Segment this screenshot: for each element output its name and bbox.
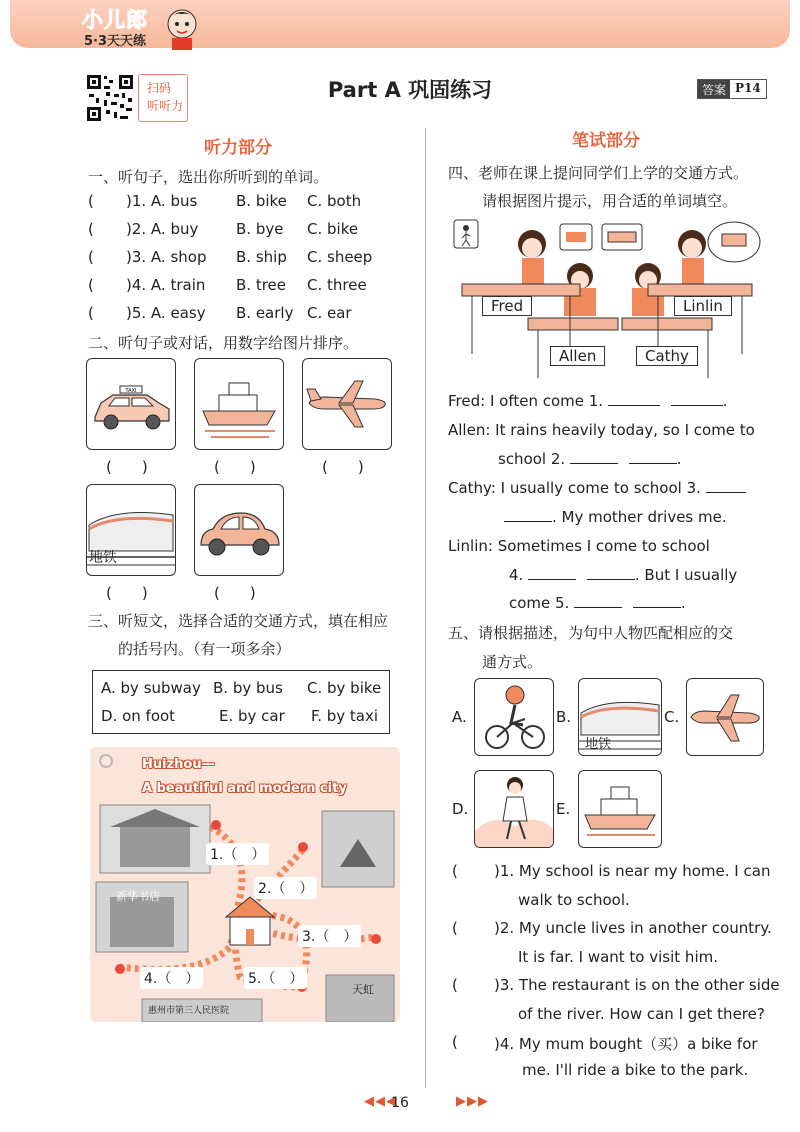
option-d: D. on foot [101, 707, 176, 725]
plane-icon [303, 359, 391, 449]
huizhou-map [90, 747, 400, 1022]
q4-title-line1: 四、老师在课上提问同学们上学的交通方式。 [448, 164, 749, 182]
bike-rider-icon [475, 679, 553, 755]
cathy-sentence: Cathy: I usually come to school 3. [448, 479, 701, 497]
ship-picture [194, 358, 284, 450]
q5-item-2-line1: )2. My uncle lives in another country. [494, 919, 772, 937]
q4-blank-1a[interactable] [608, 392, 660, 406]
q5-item-1-line2: walk to school. [518, 891, 630, 909]
answer-page: P14 [735, 81, 761, 95]
option-a: A. by subway [101, 679, 201, 697]
qr-code-icon[interactable] [86, 74, 134, 122]
q4-blank-5b[interactable] [633, 594, 681, 608]
q5-item-1-line1: )1. My school is near my home. I can [494, 862, 771, 880]
map-blank-4[interactable]: 4.（ ） [140, 967, 203, 989]
subway-label: 地铁 [89, 550, 117, 566]
taxi-icon [87, 359, 175, 449]
q1-item-5-a: )5. A. easy [126, 304, 206, 322]
q1-item-3-a: )3. A. shop [126, 248, 207, 266]
q1-item-4-c: C. three [307, 276, 367, 294]
q1-item-1-a: )1. A. bus [126, 192, 198, 210]
q1-item-2-b: B. bye [236, 220, 284, 238]
answer-paren[interactable]: ( ) [106, 584, 148, 602]
bike-rider-picture [474, 678, 554, 756]
page-title: Part A 巩固练习 [327, 78, 493, 102]
map-title-line1: Huizhou— [142, 757, 215, 772]
q4-allen-line2: school 2. . [498, 450, 682, 468]
linlin-sentence-mid: . But I usually [634, 566, 738, 584]
name-tag-linlin: Linlin [674, 296, 732, 316]
q4-blank-4b[interactable] [587, 566, 635, 580]
map-blank-3[interactable]: 3.（ ） [298, 925, 361, 947]
map-blank-1[interactable]: 1.（ ） [206, 843, 269, 865]
map-blank-5[interactable]: 5.（ ） [244, 967, 307, 989]
q4-fred-line: Fred: I often come 1. . [448, 392, 728, 410]
option-b: B. by bus [213, 679, 283, 697]
q5-title-line2: 通方式。 [482, 653, 543, 671]
q1-item-3-b: B. ship [236, 248, 287, 266]
q4-blank-2a[interactable] [570, 450, 618, 464]
q4-blank-3a[interactable] [706, 479, 746, 493]
q3-options-box [92, 670, 390, 734]
hospital-sign: 惠州市第三人民医院 [148, 1006, 230, 1016]
ship-picture-2 [578, 770, 662, 848]
map-blank-2[interactable]: 2.（ ） [254, 877, 317, 899]
next-page-arrows-icon[interactable]: ▶▶▶ [456, 1094, 489, 1109]
q4-cathy-line1 [448, 479, 746, 497]
pic-letter-c: C. [664, 708, 680, 726]
q1-item-4-b: B. tree [236, 276, 287, 294]
q1-item-4-a: )4. A. train [126, 276, 206, 294]
q1-paren[interactable]: ( [88, 220, 94, 238]
logo-title: 小儿郎 [82, 8, 148, 32]
q4-blank-1b[interactable] [671, 392, 723, 406]
q1-paren[interactable]: ( [88, 248, 94, 266]
map-title-line2: A beautiful and modern city [142, 781, 347, 796]
pic-letter-e: E. [556, 800, 571, 818]
scan-label: 扫码 [147, 81, 172, 95]
q1-title: 一、听句子，选出你所听到的单词。 [88, 168, 329, 186]
q1-item-3-c: C. sheep [307, 248, 373, 266]
q1-item-2-c: C. bike [307, 220, 359, 238]
scan-to-listen-badge [138, 74, 188, 122]
listen-label: 听听力 [147, 99, 184, 113]
q4-title-line2: 请根据图片提示，用合适的单词填空。 [482, 192, 738, 210]
q4-blank-5a[interactable] [574, 594, 622, 608]
page-number: 16 [391, 1095, 409, 1111]
classroom-picture [452, 214, 762, 378]
q1-paren[interactable]: ( [88, 192, 94, 210]
q1-item-5-c: C. ear [307, 304, 352, 322]
walking-girl-picture [474, 770, 554, 848]
q5-paren[interactable]: ( [452, 1033, 458, 1051]
q5-title-line1: 五、请根据描述，为句中人物匹配相应的交 [448, 624, 734, 642]
q4-blank-2b[interactable] [629, 450, 677, 464]
walking-girl-icon [475, 771, 553, 847]
q4-linlin-line1: Linlin: Sometimes I come to school [448, 537, 710, 555]
fred-sentence: Fred: I often come 1. [448, 392, 604, 410]
q4-cathy-line2 [504, 508, 727, 526]
q1-item-2-a: )2. A. buy [126, 220, 199, 238]
answer-paren[interactable]: ( ) [214, 584, 256, 602]
plane-icon [687, 679, 763, 755]
q4-blank-4a[interactable] [528, 566, 576, 580]
q5-paren[interactable]: ( [452, 862, 458, 880]
plane-picture-2 [686, 678, 764, 756]
listening-section-title: 听力部分 [204, 138, 272, 158]
option-f: F. by taxi [311, 707, 379, 725]
q1-paren[interactable]: ( [88, 304, 94, 322]
q4-allen-line1: Allen: It rains heavily today, so I come to [448, 421, 755, 439]
bookstore-sign: 新华书店 [116, 890, 160, 903]
plane-picture [302, 358, 392, 450]
subway-label-2: 地铁 [585, 737, 612, 752]
answer-label: 答案 [698, 80, 730, 98]
q4-linlin-line3: come 5. . [509, 594, 686, 612]
pic-letter-d: D. [452, 800, 469, 818]
q1-item-1-c: C. both [307, 192, 362, 210]
q5-item-3-line1: )3. The restaurant is on the other side [494, 976, 780, 994]
linlin-num-4: 4. [509, 566, 524, 584]
header-band [0, 0, 800, 52]
q5-paren[interactable]: ( [452, 976, 458, 994]
allen-sentence-end: school 2. [498, 450, 566, 468]
column-divider [425, 128, 426, 1088]
answer-paren[interactable]: ( ) [322, 458, 364, 476]
q3-title-line1: 三、听短文，选择合适的交通方式，填在相应 [88, 612, 389, 630]
name-tag-cathy: Cathy [636, 346, 698, 366]
name-tag-fred: Fred [482, 296, 532, 316]
option-c: C. by bike [307, 679, 382, 697]
q3-title-line2: 的括号内。（有一项多余） [118, 640, 291, 658]
q5-item-3-line2: of the river. How can I get there? [518, 1005, 765, 1023]
cathy-sentence-end: . My mother drives me. [552, 508, 727, 526]
logo-subtitle: 5·3天天练 [84, 34, 147, 49]
answer-paren[interactable]: ( ) [214, 458, 256, 476]
car-picture [194, 484, 284, 576]
q5-item-4-line2: me. I'll ride a bike to the park. [522, 1061, 749, 1079]
q5-item-4-line1: )4. My mum bought（买）a bike for [494, 1035, 758, 1053]
subway-picture-2 [578, 678, 662, 756]
mall-sign: 天虹 [352, 983, 374, 996]
writing-section-title: 笔试部分 [572, 131, 640, 151]
q4-blank-3b[interactable] [504, 508, 552, 522]
q5-item-2-line2: It is far. I want to visit him. [518, 948, 718, 966]
mascot-boy-icon [162, 2, 202, 50]
car-icon [195, 485, 283, 575]
q1-paren[interactable]: ( [88, 276, 94, 294]
pic-letter-a: A. [452, 708, 467, 726]
subway-picture [86, 484, 176, 576]
q1-item-1-b: B. bike [236, 192, 287, 210]
name-tag-allen: Allen [550, 346, 605, 366]
q1-item-5-b: B. early [236, 304, 294, 322]
linlin-sentence-end: come 5. [509, 594, 570, 612]
book-logo [82, 2, 192, 50]
option-e: E. by car [219, 707, 285, 725]
taxi-sign-text: TAXI [125, 388, 137, 394]
taxi-picture [86, 358, 176, 450]
prev-page-arrows-icon[interactable]: ◀◀◀ [364, 1094, 397, 1109]
q4-linlin-line2 [509, 566, 737, 584]
q5-paren[interactable]: ( [452, 919, 458, 937]
pic-letter-b: B. [556, 708, 572, 726]
answer-page-badge [697, 79, 767, 99]
q2-title: 二、听句子或对话，用数字给图片排序。 [88, 334, 359, 352]
ship-icon [195, 359, 283, 449]
ship-icon [579, 771, 661, 847]
answer-paren[interactable]: ( ) [106, 458, 148, 476]
